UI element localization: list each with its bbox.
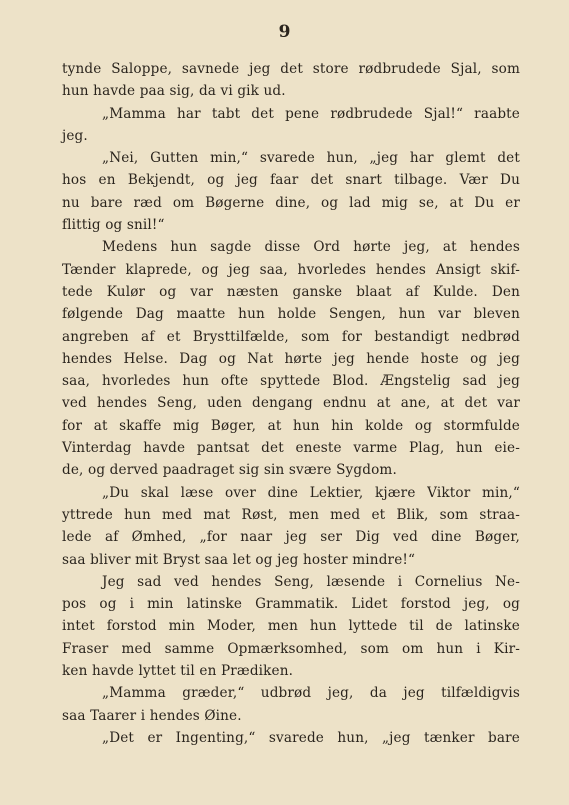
text-line: nu bare ræd om Bøgerne dine, og lad mig se, at Du er — [62, 194, 520, 211]
text-line: jeg. — [62, 127, 88, 144]
text-line: Medens hun sagde disse Ord hørte jeg, at hendes — [102, 239, 520, 256]
text-line: tynde Saloppe, savnede jeg det store rødbrudede Sjal, som — [62, 61, 520, 77]
text-line: „Mamma har tabt det pene rødbrudede Sjal!“ raabte — [102, 105, 520, 122]
text-line: hos en Bekjendt, og jeg faar det snart tilbage. Vær Du — [62, 172, 520, 189]
text-line: hun havde paa sig, da vi gik ud. — [62, 83, 286, 100]
page-number: 9 — [278, 22, 291, 42]
text-line: yttrede hun med mat Røst, men med et Blik, som straa- — [62, 506, 520, 523]
text-line: ken havde lyttet til en Prædiken. — [62, 663, 294, 680]
text-line: intet forstod min Moder, men hun lyttede til de latinske — [62, 618, 520, 635]
text-line: følgende Dag maatte hun holde Sengen, hun var bleven — [62, 306, 520, 323]
text-line: Fraser med samme Opmærksomhed, som om hun i Kir- — [62, 640, 520, 657]
text-line: Jeg sad ved hendes Seng, læsende i Cornelius Ne- — [102, 573, 520, 590]
text-line: pos og i min latinske Grammatik. Lidet forstod jeg, og — [62, 596, 520, 613]
body-text — [62, 58, 520, 749]
text-line: flittig og snil!“ — [62, 217, 165, 234]
text-line: de, og derved paadraget sig sin svære Sygdom. — [62, 462, 397, 479]
text-line: Vinterdag havde pantsat det eneste varme Plag, hun eie- — [62, 440, 520, 457]
text-line: „Mamma græder,“ udbrød jeg, da jeg tilfældigvis — [102, 685, 520, 702]
text-line: „Nei, Gutten min,“ svarede hun, „jeg har glemt det — [102, 150, 520, 167]
text-line: ved hendes Seng, uden dengang endnu at ane, at det var — [62, 395, 520, 412]
text-line: saa bliver mit Bryst saa let og jeg hoster mindre!“ — [62, 551, 416, 568]
text-line: Tænder klaprede, og jeg saa, hvorledes hendes Ansigt skif- — [62, 261, 520, 278]
text-line: for at skaffe mig Bøger, at hun hin kolde og stormfulde — [62, 417, 520, 434]
text-line: saa, hvorledes hun ofte spyttede Blod. Ængstelig sad jeg — [62, 373, 520, 390]
text-line: lede af Ømhed, „for naar jeg ser Dig ved dine Bøger, — [62, 529, 520, 546]
text-line: „Du skal læse over dine Lektier, kjære Viktor min,“ — [102, 484, 520, 501]
text-line: angreben af et Brysttilfælde, som for bestandigt nedbrød — [62, 328, 520, 345]
text-line: tede Kulør og var næsten ganske blaat af Kulde. Den — [62, 283, 520, 300]
text-line: saa Taarer i hendes Øine. — [62, 707, 242, 724]
text-line: „Det er Ingenting,“ svarede hun, „jeg tænker bare — [102, 729, 520, 746]
text-line: hendes Helse. Dag og Nat hørte jeg hende hoste og jeg — [62, 350, 520, 367]
